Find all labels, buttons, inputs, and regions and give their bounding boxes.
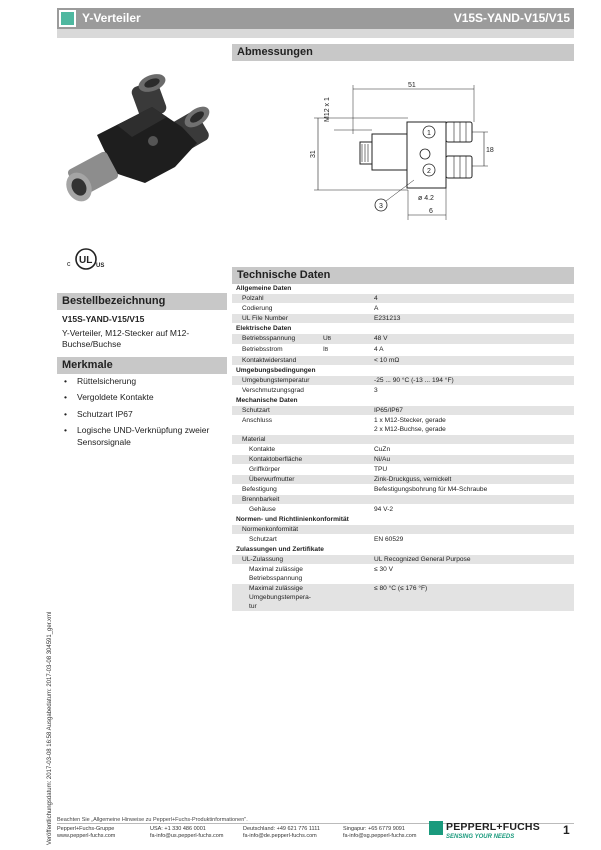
tech-symbol	[321, 406, 355, 415]
tech-value: UL Recognized General Purpose	[374, 556, 471, 563]
footer-usa: USA: +1 330 486 0001 fa-info@us.pepperl-fuchs.com	[150, 826, 224, 839]
product-photo	[57, 55, 227, 245]
tech-value	[355, 525, 574, 534]
tech-symbol	[321, 386, 355, 395]
tech-label: Umgebungstemperatur	[242, 377, 310, 384]
tech-row	[232, 405, 574, 415]
tech-label: Maximal zulässige Umgebungstempera- tur	[249, 585, 311, 610]
tech-value: 94 V-2	[374, 506, 394, 513]
order-description: Y-Verteiler, M12-Stecker auf M12-Buchse/Buchse	[62, 328, 190, 350]
tech-row	[232, 484, 574, 494]
tech-symbol	[321, 495, 355, 504]
tech-value: Ni/Au	[374, 456, 391, 463]
email-link-us[interactable]: fa-info@us.pepperl-fuchs.com	[150, 833, 224, 839]
svg-text:UL: UL	[79, 255, 93, 266]
tech-row	[232, 554, 574, 564]
page-header	[57, 8, 574, 29]
tech-symbol	[321, 356, 355, 365]
section-merkmale: Merkmale	[57, 357, 227, 374]
tech-label: Schutzart	[249, 536, 277, 543]
tech-row	[232, 415, 574, 434]
tech-value	[355, 435, 574, 444]
tech-row	[232, 333, 574, 344]
tech-row	[232, 385, 574, 395]
tech-label: UL-Zulassung	[242, 556, 284, 563]
tech-value: -25 ... 90 °C (-13 ... 194 °F)	[374, 377, 454, 384]
footer-note: Beachten Sie „Allgemeine Hinweise zu Pepperl+Fuchs-Produktinformationen".	[57, 817, 248, 823]
tech-symbol	[321, 416, 355, 434]
tech-group-heading: Allgemeine Daten	[236, 285, 292, 292]
tech-symbol	[321, 555, 355, 564]
tech-symbol	[321, 376, 355, 385]
tech-symbol	[321, 565, 355, 583]
tech-row	[232, 313, 574, 323]
tech-row	[232, 454, 574, 464]
svg-text:6: 6	[429, 208, 433, 215]
tech-label: UL File Number	[242, 315, 288, 322]
svg-text:c: c	[67, 261, 71, 268]
feature-item: • Logische UND-Verknüpfung zweier Sensorsignale	[62, 425, 227, 448]
tech-group-heading: Zulassungen und Zertifikate	[236, 546, 324, 553]
tech-label: Gehäuse	[249, 506, 276, 513]
email-link-sg[interactable]: fa-info@sg.pepperl-fuchs.com	[343, 833, 417, 839]
tech-value: EN 60529	[374, 536, 404, 543]
dimension-drawing	[232, 60, 574, 260]
tech-row	[232, 444, 574, 454]
tech-value: ≤ 30 V	[374, 566, 394, 573]
tech-value: IP65/IP67	[374, 407, 403, 414]
svg-text:ø 4.2: ø 4.2	[418, 195, 434, 202]
tech-label: Betriebsspannung	[242, 335, 296, 342]
tech-symbol	[321, 314, 355, 323]
tech-value: 1 x M12-Stecker, gerade 2 x M12-Buchse, gerade	[374, 417, 446, 433]
ul-certification-logo	[66, 247, 106, 272]
order-code: V15S-YAND-V15/V15	[62, 314, 145, 324]
tech-value: 48 V	[374, 335, 388, 342]
pepperl-fuchs-logo: PEPPERL+FUCHS SENSING YOUR NEEDS	[429, 821, 544, 843]
tech-label: Kontakte	[249, 446, 276, 453]
tech-value: A	[374, 305, 379, 312]
tech-symbol	[321, 475, 355, 484]
tech-row	[232, 534, 574, 544]
tech-label: Anschluss	[242, 417, 273, 424]
tech-symbol: UB	[323, 335, 332, 342]
svg-text:2: 2	[427, 168, 431, 175]
tech-symbol	[321, 294, 355, 303]
svg-text:51: 51	[408, 82, 416, 89]
tech-symbol	[321, 485, 355, 494]
tech-label: Kontaktoberfläche	[249, 456, 303, 463]
tech-label: Betriebsstrom	[242, 346, 283, 353]
tech-row	[232, 564, 574, 583]
tech-value: E231213	[374, 315, 401, 322]
email-link-de[interactable]: fa-info@de.pepperl-fuchs.com	[243, 833, 317, 839]
tech-group-heading: Elektrische Daten	[236, 325, 292, 332]
technical-data-table	[232, 283, 574, 611]
category-square-icon	[59, 10, 76, 27]
feature-item: • Rüttelsicherung	[62, 376, 227, 387]
tech-row	[232, 504, 574, 514]
tech-label: Normenkonformität	[242, 526, 299, 533]
tech-row	[232, 474, 574, 484]
website-link[interactable]: www.pepperl-fuchs.com	[57, 833, 116, 839]
svg-text:18: 18	[486, 147, 494, 154]
tech-symbol: IB	[323, 346, 329, 353]
tech-value: 4 A	[374, 346, 384, 353]
tech-label: Kontaktwiderstand	[242, 357, 297, 364]
svg-text:US: US	[96, 263, 105, 269]
tech-value: 4	[374, 295, 378, 302]
tech-label: Befestigung	[242, 486, 277, 493]
tech-group-heading: Normen- und Richtlinienkonformität	[236, 516, 349, 523]
svg-text:1: 1	[427, 130, 431, 137]
section-technische-daten: Technische Daten	[232, 267, 574, 284]
tech-symbol	[321, 505, 355, 514]
tech-row	[232, 583, 574, 611]
svg-text:31: 31	[310, 150, 317, 158]
tech-label: Polzahl	[242, 295, 264, 302]
tech-label: Brennbarkeit	[242, 496, 280, 503]
page-number: 1	[563, 823, 570, 837]
tech-row	[232, 303, 574, 313]
footer-group: Pepperl+Fuchs-Gruppe www.pepperl-fuchs.com	[57, 826, 116, 839]
svg-text:M12 x 1: M12 x 1	[324, 97, 331, 122]
tech-label: Schutzart	[242, 407, 270, 414]
tech-symbol	[321, 465, 355, 474]
tech-row	[232, 355, 574, 365]
section-bestellbezeichnung: Bestellbezeichnung	[57, 293, 227, 310]
product-code-title: V15S-YAND-V15/V15	[453, 11, 570, 25]
tech-group-heading: Umgebungsbedingungen	[236, 367, 316, 374]
tech-row	[232, 434, 574, 444]
tech-label: Material	[242, 436, 266, 443]
tech-row	[232, 375, 574, 385]
tech-row	[232, 464, 574, 474]
tech-value: 3	[374, 387, 378, 394]
tech-value	[355, 495, 574, 504]
tech-symbol	[321, 455, 355, 464]
tech-label: Überwurfmutter	[249, 476, 295, 483]
feature-item: • Vergoldete Kontakte	[62, 392, 227, 403]
svg-text:3: 3	[379, 203, 383, 210]
tech-row	[232, 293, 574, 303]
feature-list	[62, 376, 227, 453]
footer-germany: Deutschland: +49 621 776 1111 fa-info@de.pepperl-fuchs.com	[243, 826, 320, 839]
tech-value: ≤ 80 °C (≤ 176 °F)	[374, 585, 428, 592]
tech-symbol	[321, 584, 355, 611]
tech-label: Codierung	[242, 305, 273, 312]
tech-row	[232, 524, 574, 534]
footer-singapore: Singapur: +65 6779 9091 fa-info@sg.pepperl-fuchs.com	[343, 826, 417, 839]
tech-row	[232, 494, 574, 504]
tech-label: Griffkörper	[249, 466, 281, 473]
tech-symbol	[321, 525, 355, 534]
publication-info: Veröffentlichungsdatum: 2017-03-08 16:58 Ausgabedatum: 2017-03-08 304591_ger.xml	[47, 611, 53, 845]
feature-item: • Schutzart IP67	[62, 409, 227, 420]
tech-value: TPU	[374, 466, 388, 473]
tech-value: Zink-Druckguss, vernickelt	[374, 476, 452, 483]
tech-symbol	[321, 445, 355, 454]
tech-symbol	[321, 435, 355, 444]
tech-label: Verschmutzungsgrad	[242, 387, 304, 394]
header-strip	[57, 29, 574, 38]
tech-group-heading: Mechanische Daten	[236, 397, 298, 404]
tech-symbol	[321, 535, 355, 544]
tech-row	[232, 344, 574, 355]
tech-label: Maximal zulässige Betriebsspannung	[249, 566, 303, 582]
tech-value: CuZn	[374, 446, 391, 453]
product-category-title: Y-Verteiler	[82, 11, 141, 25]
brand-mark-icon	[429, 821, 443, 835]
tech-symbol	[321, 304, 355, 313]
tech-value: < 10 mΩ	[374, 357, 400, 364]
section-abmessungen: Abmessungen	[232, 44, 574, 61]
tech-value: Befestigungsbohrung für M4-Schraube	[374, 486, 488, 493]
